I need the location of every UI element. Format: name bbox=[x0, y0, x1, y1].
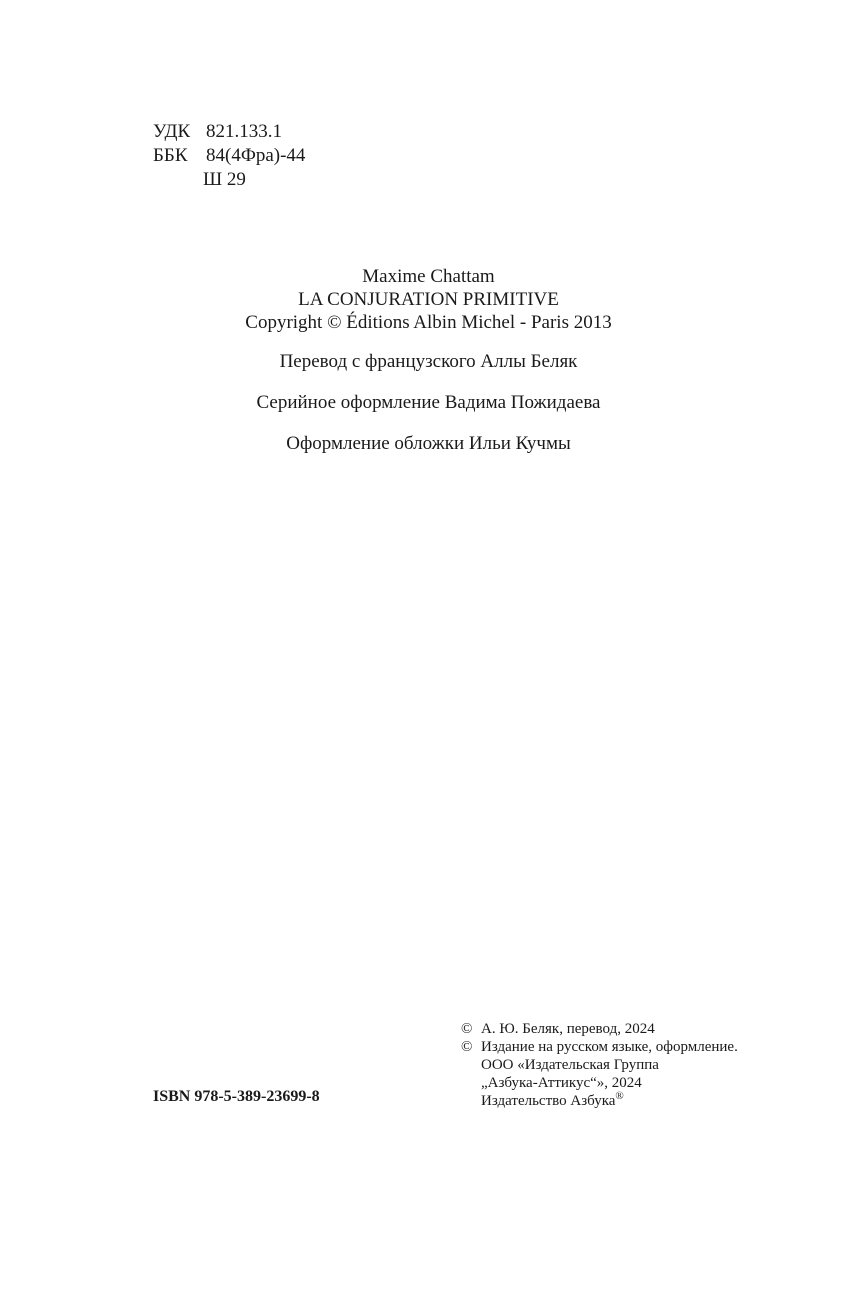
original-copyright: Copyright © Éditions Albin Michel - Paris 2013 bbox=[245, 312, 612, 333]
udk-row bbox=[153, 120, 305, 144]
copyright-publisher-line: ООО «Издательская Группа bbox=[481, 1057, 659, 1073]
copyright-translation bbox=[461, 1020, 738, 1038]
udk-label: УДК bbox=[153, 121, 191, 142]
copyright-edition-text: Издание на русском языке, оформление. bbox=[481, 1039, 738, 1055]
bbk-value: 84(4Фра)-44 bbox=[206, 145, 306, 166]
registered-mark: ® bbox=[615, 1090, 624, 1102]
series-design-credit: Серийное оформление Вадима Пожидаева bbox=[256, 392, 601, 413]
cover-design-credit: Оформление обложки Ильи Кучмы bbox=[286, 433, 571, 454]
copyright-block bbox=[461, 1020, 738, 1110]
original-title: LA CONJURATION PRIMITIVE bbox=[298, 289, 559, 310]
udk-value: 821.133.1 bbox=[206, 121, 282, 142]
copyright-translation-text: А. Ю. Беляк, перевод, 2024 bbox=[481, 1021, 655, 1037]
copyright-symbol: © bbox=[461, 1021, 473, 1037]
isbn: ISBN 978-5-389-23699-8 bbox=[153, 1088, 320, 1105]
copyright-imprint bbox=[461, 1092, 738, 1110]
copyright-edition bbox=[461, 1038, 738, 1056]
original-author: Maxime Chattam bbox=[362, 266, 495, 287]
bbk-label: ББК bbox=[153, 145, 188, 166]
copyright-symbol: © bbox=[461, 1039, 473, 1055]
author-mark: Ш 29 bbox=[203, 169, 246, 190]
copyright-publisher-name: „Азбука-Аттикус“», 2024 bbox=[481, 1075, 642, 1091]
imprint-name: Издательство Азбука bbox=[481, 1093, 616, 1109]
bbk-row bbox=[153, 144, 305, 168]
original-edition-block bbox=[0, 265, 857, 334]
translator-credit: Перевод с французского Аллы Беляк bbox=[279, 351, 578, 372]
classification-block bbox=[153, 120, 305, 192]
